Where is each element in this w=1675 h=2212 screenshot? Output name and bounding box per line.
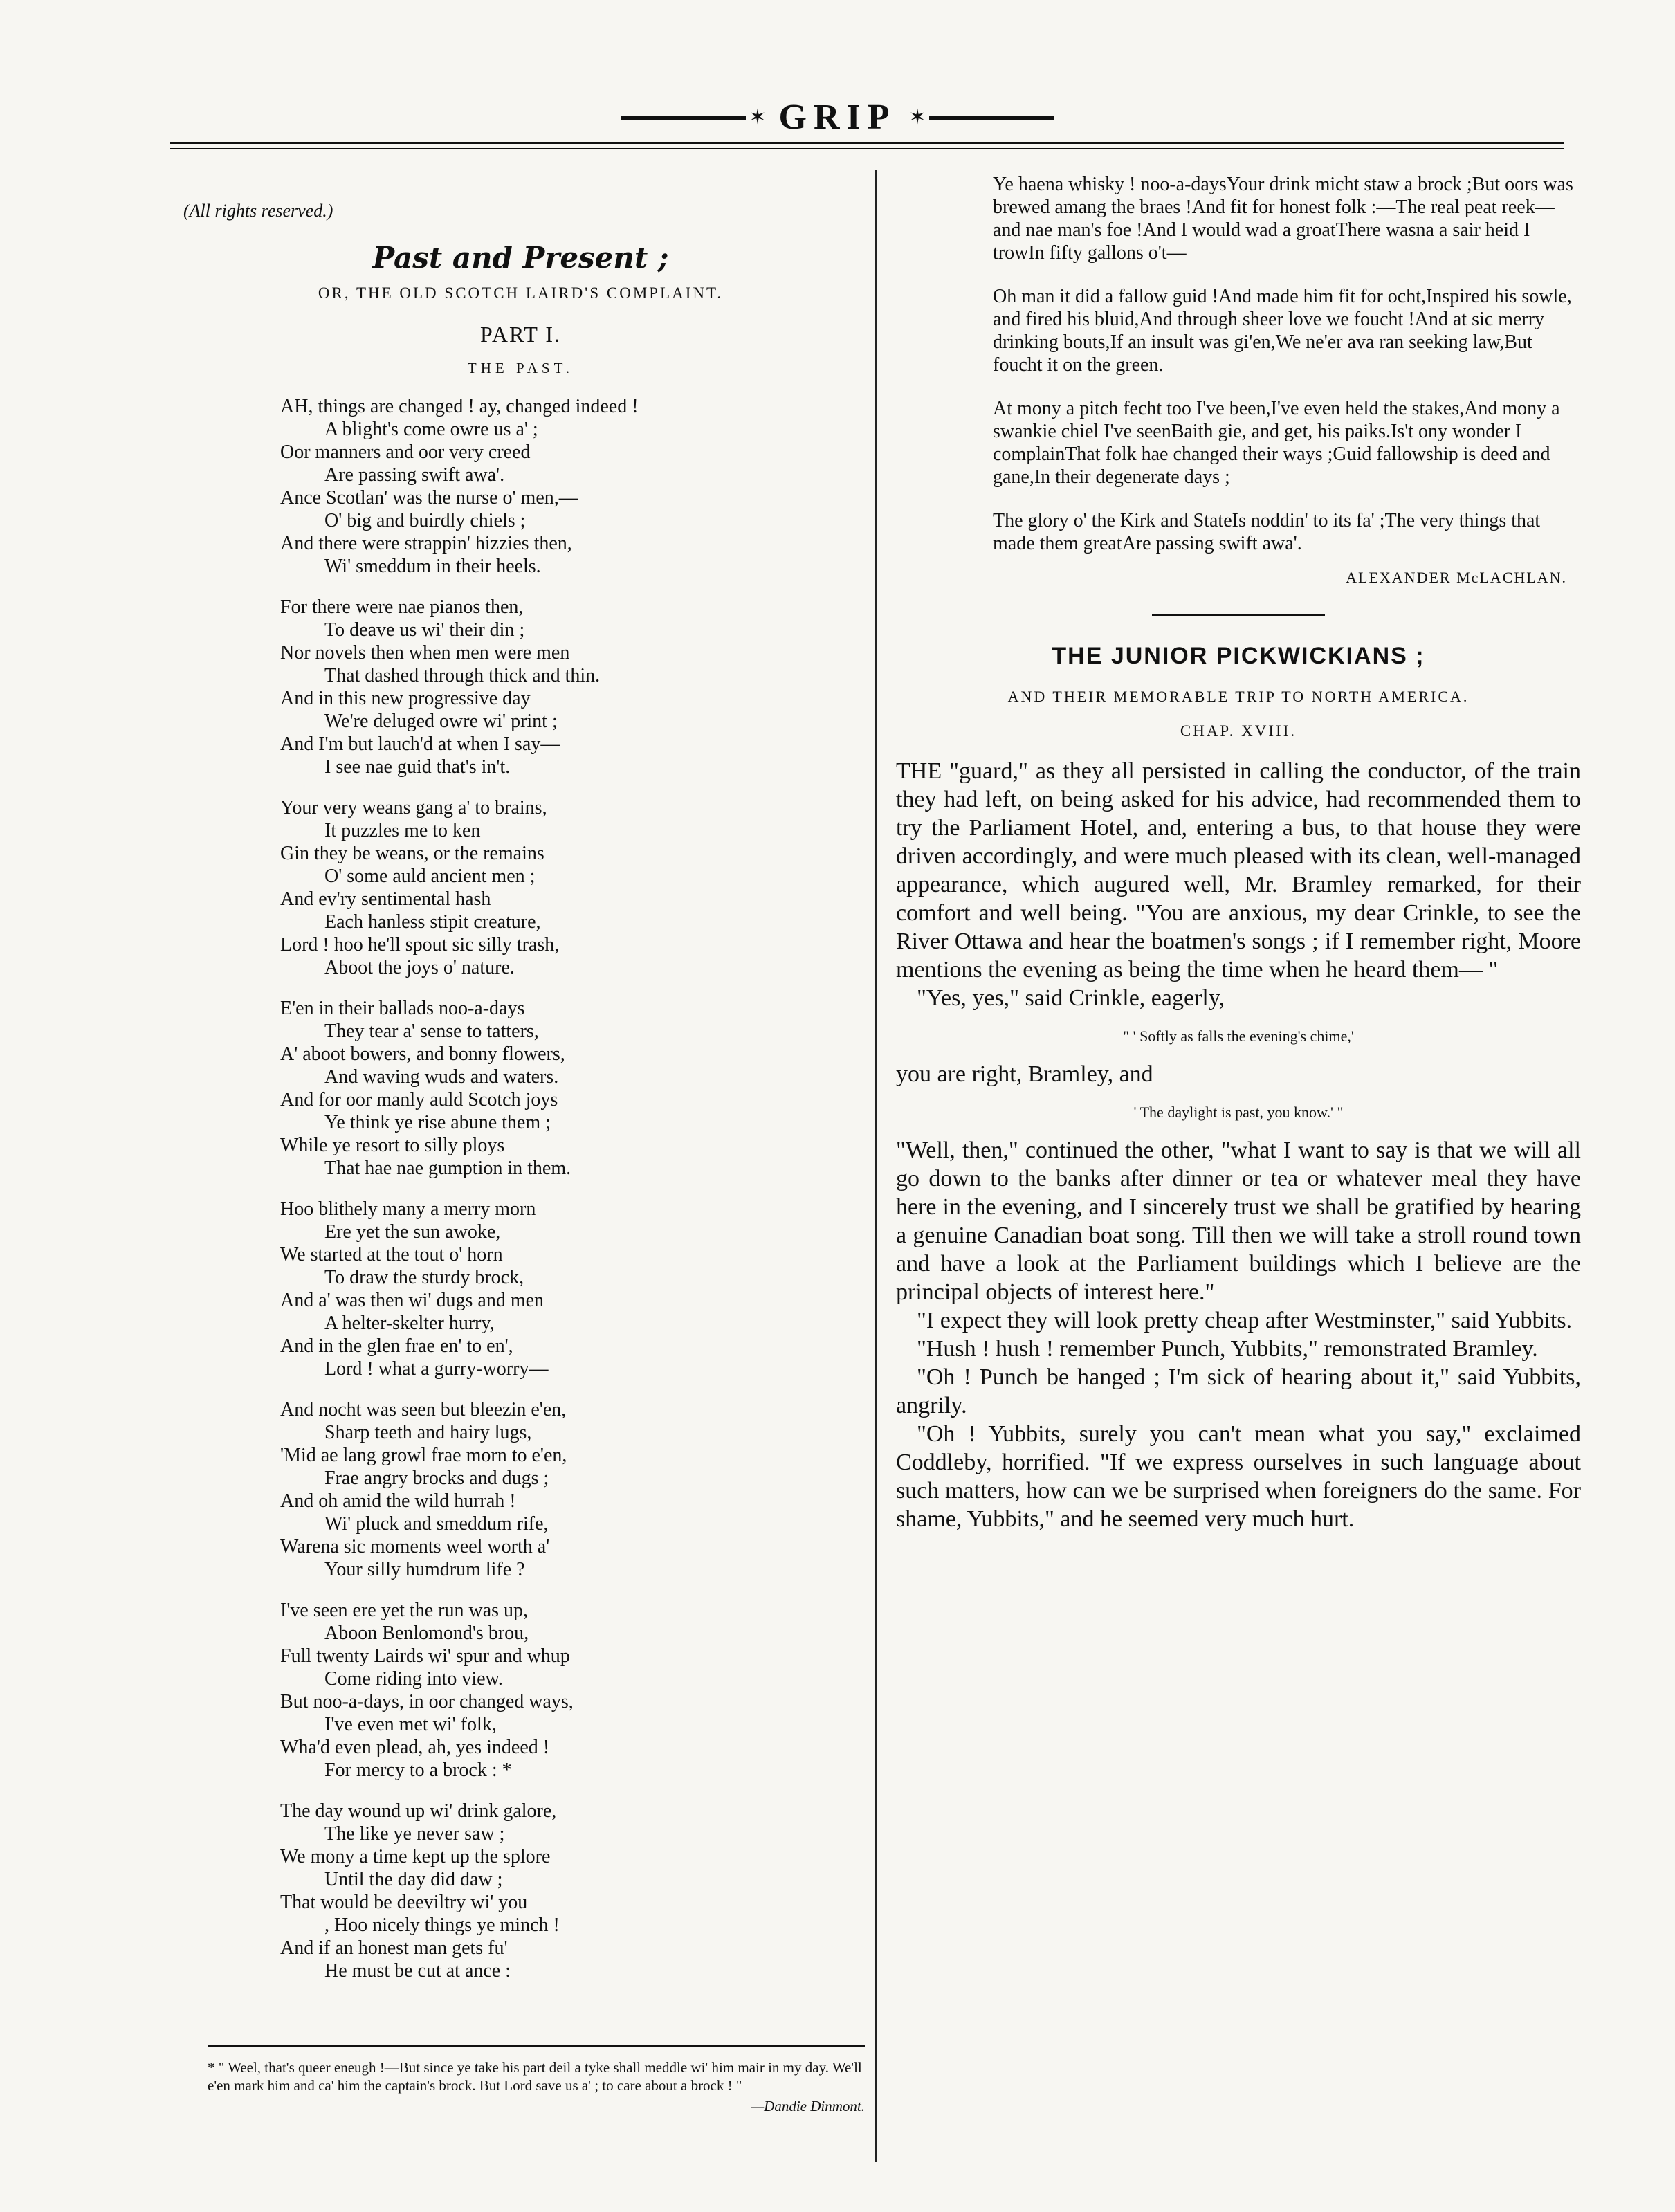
verse-line: Are passing swift awa'.	[324, 464, 505, 486]
footnote	[208, 2058, 865, 2115]
verse-line: If an insult was gi'en,	[1110, 331, 1276, 353]
verse-line: There wasna a sair heid I trow	[993, 219, 1530, 264]
verse-line: The day wound up wi' drink galore,	[280, 1800, 557, 1822]
verse-line: We mony a time kept up the splore	[280, 1846, 551, 1867]
verse-line: That hae nae gumption in them.	[324, 1158, 571, 1179]
verse-line: 'Mid ae lang growl frae morn to e'en,	[280, 1445, 567, 1466]
story-subtitle: AND THEIR MEMORABLE TRIP TO NORTH AMERICA.	[1007, 688, 1470, 705]
star-icon: ✶	[908, 106, 926, 129]
verse-line: Your very weans gang a' to brains,	[280, 797, 547, 819]
stanza	[280, 1800, 858, 1982]
stanza	[280, 596, 858, 778]
verse-line: Ere yet the sun awoke,	[324, 1221, 501, 1243]
poem-subtitle: OR, THE OLD SCOTCH LAIRD'S COMPLAINT.	[318, 284, 724, 302]
verse-line: Inspired his sowle, and fired his bluid,	[993, 286, 1572, 330]
stanza	[280, 1198, 858, 1380]
paragraph: "Well, then," continued the other, "what I want to say is that we will all go down to the banks after dinner or tea or whatever meal they have here in the evening, and I sincerely trust we shall be gratified by hearing a genuine Canadian boat song. Till then we will take a stroll round town and have a look at the Parliament buildings which I believe are the principal objects of interest here."	[896, 1137, 1581, 1305]
verse-line: Ye think ye rise abune them ;	[324, 1112, 551, 1133]
verse-line: Wi' smeddum in their heels.	[324, 556, 541, 577]
right-column	[896, 173, 1581, 1533]
verse-line: Come riding into view.	[324, 1668, 503, 1690]
verse-line: O' big and buirdly chiels ;	[324, 510, 526, 531]
poem-continuation	[896, 173, 1581, 555]
verse-line: I've even held the stakes,	[1270, 398, 1465, 419]
verse-line: But foucht it on the green.	[993, 331, 1532, 376]
verse-line: Frae angry brocks and dugs ;	[324, 1468, 549, 1489]
verse-line: While ye resort to silly ploys	[280, 1135, 505, 1156]
verse-line: Each hanless stipit creature,	[324, 911, 541, 933]
verse-line: The very things that made them great	[993, 510, 1541, 554]
verse-line: Wha'd even plead, ah, yes indeed !	[280, 1737, 550, 1758]
verse-line: I see nae guid that's in't.	[324, 756, 511, 778]
verse-line: Warena sic moments weel worth a'	[280, 1536, 550, 1557]
stanza	[280, 1599, 858, 1782]
verse-line: Oh man it did a fallow guid !	[993, 286, 1218, 307]
verse-line: Lord ! hoo he'll spout sic silly trash,	[280, 934, 560, 956]
verse-line: That would be deeviltry wi' you	[280, 1892, 528, 1913]
verse-line: At mony a pitch fecht too I've been,	[993, 398, 1271, 419]
verse-line: Ye haena whisky ! noo-a-days	[993, 174, 1227, 195]
verse-line: For there were nae pianos then,	[280, 596, 524, 618]
verse-line: Baith gie, and get, his paiks.	[1171, 421, 1391, 442]
section-rule	[1152, 614, 1325, 616]
verse-line: Ance Scotlan' was the nurse o' men,—	[280, 487, 578, 509]
verse-line: And made him fit for ocht,	[1218, 286, 1426, 307]
verse-line: For mercy to a brock : *	[324, 1759, 512, 1781]
footnote-rule	[208, 2045, 865, 2047]
verse-line: Are passing swift awa'.	[1122, 533, 1302, 554]
star-icon: ✶	[749, 106, 767, 129]
footnote-text: * " Weel, that's queer eneugh !—But since ye take his part deil a tyke shall meddle wi' him mair in my day. We'll e'en mark him and ca' him the captain's brock. But Lord save us a' ; to care about a brock ! "	[208, 2059, 862, 2094]
verse-line: He must be cut at ance :	[324, 1960, 511, 1982]
paragraph: THE "guard," as they all persisted in calling the conductor, of the train they had left, on being asked for his advice, had recommended them to try the Parliament Hotel, and, entering a bus, to that house they were driven accordingly, and were much pleased with its clean, well-managed appearance, which augured well, Mr. Bramley remarked, for their comfort and well being. "You are anxious, my dear Crinkle, to see the River Ottawa and hear the boatmen's songs ; if I remember right, Moore mentions the evening as being the time when he heard them— "	[896, 758, 1581, 982]
column-divider	[875, 170, 877, 2162]
verse-line: The real peat reek—and nae man's foe !	[993, 196, 1555, 241]
paragraph: "Oh ! Yubbits, surely you can't mean what you say," exclaimed Coddleby, horrified. "If we express ourselves in such language about such matters, how can we be surprised when foreigners do the same. For shame, Yubbits," and he seemed very much hurt.	[896, 1421, 1581, 1532]
verse-line: Oor manners and oor very creed	[280, 441, 531, 463]
verse-line: O' some auld ancient men ;	[324, 866, 536, 887]
verse-line: Lord ! what a gurry-worry—	[324, 1358, 549, 1380]
verse-line: And through sheer love we foucht !	[1139, 309, 1415, 330]
stanza	[280, 796, 858, 979]
verse-line: It puzzles me to ken	[324, 820, 481, 841]
verse-line: A helter-skelter hurry,	[324, 1313, 495, 1334]
stanza	[280, 1398, 858, 1581]
paragraph: "Oh ! Punch be hanged ; I'm sick of hearing about it," said Yubbits, angrily.	[896, 1364, 1581, 1418]
verse-line: But oors was brewed amang the braes !	[993, 174, 1573, 218]
verse-line: That folk hae changed their ways ;	[1065, 444, 1333, 465]
verse-line: Your drink micht staw a brock ;	[1226, 174, 1472, 195]
verse-line: Sharp teeth and hairy lugs,	[324, 1422, 532, 1443]
verse-line: And for oor manly auld Scotch joys	[280, 1089, 558, 1110]
verse-line: Is't ony wonder I complain	[993, 421, 1522, 465]
masthead-rule-left	[621, 116, 746, 120]
verse-line: The glory o' the Kirk and State	[993, 510, 1232, 531]
verse-line: A' aboot bowers, and bonny flowers,	[280, 1043, 565, 1065]
verse-line: And ev'ry sentimental hash	[280, 888, 491, 910]
verse-line: AH, things are changed ! ay, changed indeed !	[280, 396, 639, 417]
verse-line: And if an honest man gets fu'	[280, 1937, 508, 1959]
verse-line: And oh amid the wild hurrah !	[280, 1490, 516, 1512]
verse-line: Gin they be weans, or the remains	[280, 843, 544, 864]
verse-line: In their degenerate days ;	[1034, 466, 1230, 488]
verse-line: The like ye never saw ;	[324, 1823, 505, 1845]
stanza	[993, 173, 1581, 264]
stanza	[280, 997, 858, 1180]
poem-title: Past and Present ;	[372, 241, 669, 275]
verse-line: Nor novels then when men were men	[280, 642, 570, 664]
masthead	[0, 97, 1675, 138]
header-rule	[170, 142, 1564, 144]
verse-line: I've seen ere yet the run was up,	[280, 1600, 529, 1621]
verse-line: And at sic merry drinking bouts,	[993, 309, 1545, 353]
rights-notice: (All rights reserved.)	[183, 201, 333, 221]
poem-body	[183, 395, 858, 1982]
verse-line: And I'm but lauch'd at when I say—	[280, 733, 560, 755]
verse-line: And in the glen frae en' to en',	[280, 1335, 513, 1357]
stanza	[993, 397, 1581, 488]
footnote-signature: —Dandie Dinmont.	[751, 2098, 865, 2114]
verse-line: Guid fallowship is deed and gane,	[993, 444, 1550, 488]
verse-line: E'en in their ballads noo-a-days	[280, 998, 525, 1019]
verse-line: But noo-a-days, in oor changed ways,	[280, 1691, 574, 1712]
verse-line: We started at the tout o' horn	[280, 1244, 503, 1265]
verse-line: I've even met wi' folk,	[324, 1714, 497, 1735]
verse-line: In fifty gallons o't—	[1028, 242, 1187, 264]
header-rule	[170, 148, 1564, 149]
verse-line: Hoo blithely many a merry morn	[280, 1198, 536, 1220]
paragraph: "I expect they will look pretty cheap after Westminster," said Yubbits.	[917, 1308, 1573, 1333]
paragraph: "Hush ! hush ! remember Punch, Yubbits," remonstrated Bramley.	[917, 1336, 1538, 1362]
masthead-title: GRIP	[778, 98, 897, 137]
verse-line: Aboot the joys o' nature.	[324, 957, 515, 978]
verse-line: Aboon Benlomond's brou,	[324, 1623, 529, 1644]
stanza	[993, 285, 1581, 376]
chapter-heading: CHAP. XVIII.	[1180, 722, 1297, 740]
paragraph: you are right, Bramley, and	[896, 1061, 1153, 1087]
verse-line: A blight's come owre us a' ;	[324, 419, 538, 440]
verse-line: We're deluged owre wi' print ;	[324, 711, 558, 732]
story-title: THE JUNIOR PICKWICKIANS ;	[1052, 643, 1425, 669]
verse-line: And nocht was seen but bleezin e'en,	[280, 1399, 567, 1420]
paragraph: "Yes, yes," said Crinkle, eagerly,	[917, 985, 1225, 1011]
left-column	[183, 173, 858, 1982]
verse-line: And a' was then wi' dugs and men	[280, 1290, 544, 1311]
quote-line: " ' Softly as falls the evening's chime,'	[1123, 1027, 1354, 1045]
verse-line: Your silly humdrum life ?	[324, 1559, 525, 1580]
stanza	[993, 509, 1581, 555]
verse-line: And fit for honest folk :—	[1191, 196, 1396, 218]
verse-line: To deave us wi' their din ;	[324, 619, 525, 641]
verse-line: And there were strappin' hizzies then,	[280, 533, 572, 554]
verse-line: And I would wad a groat	[1142, 219, 1336, 241]
verse-line: Until the day did daw ;	[324, 1869, 503, 1890]
masthead-rule-right	[929, 116, 1054, 120]
stanza	[280, 395, 858, 578]
story-body	[896, 757, 1581, 1533]
verse-line: Is noddin' to its fa' ;	[1232, 510, 1385, 531]
verse-line: We ne'er ava ran seeking law,	[1275, 331, 1505, 353]
verse-line: And mony a swankie chiel I've seen	[993, 398, 1560, 442]
verse-line: That dashed through thick and thin.	[324, 665, 601, 686]
section-heading: THE PAST.	[467, 360, 574, 376]
verse-line: Wi' pluck and smeddum rife,	[324, 1513, 549, 1535]
verse-line: And in this new progressive day	[280, 688, 531, 709]
poem-author: ALEXANDER McLACHLAN.	[1346, 569, 1567, 586]
part-heading: PART I.	[479, 322, 561, 347]
verse-line: Full twenty Lairds wi' spur and whup	[280, 1645, 570, 1667]
verse-line: They tear a' sense to tatters,	[324, 1021, 539, 1042]
quote-line: ' The daylight is past, you know.' "	[1133, 1104, 1344, 1121]
verse-line: To draw the sturdy brock,	[324, 1267, 524, 1288]
verse-line: , Hoo nicely things ye minch !	[324, 1914, 560, 1936]
verse-line: And waving wuds and waters.	[324, 1066, 559, 1088]
